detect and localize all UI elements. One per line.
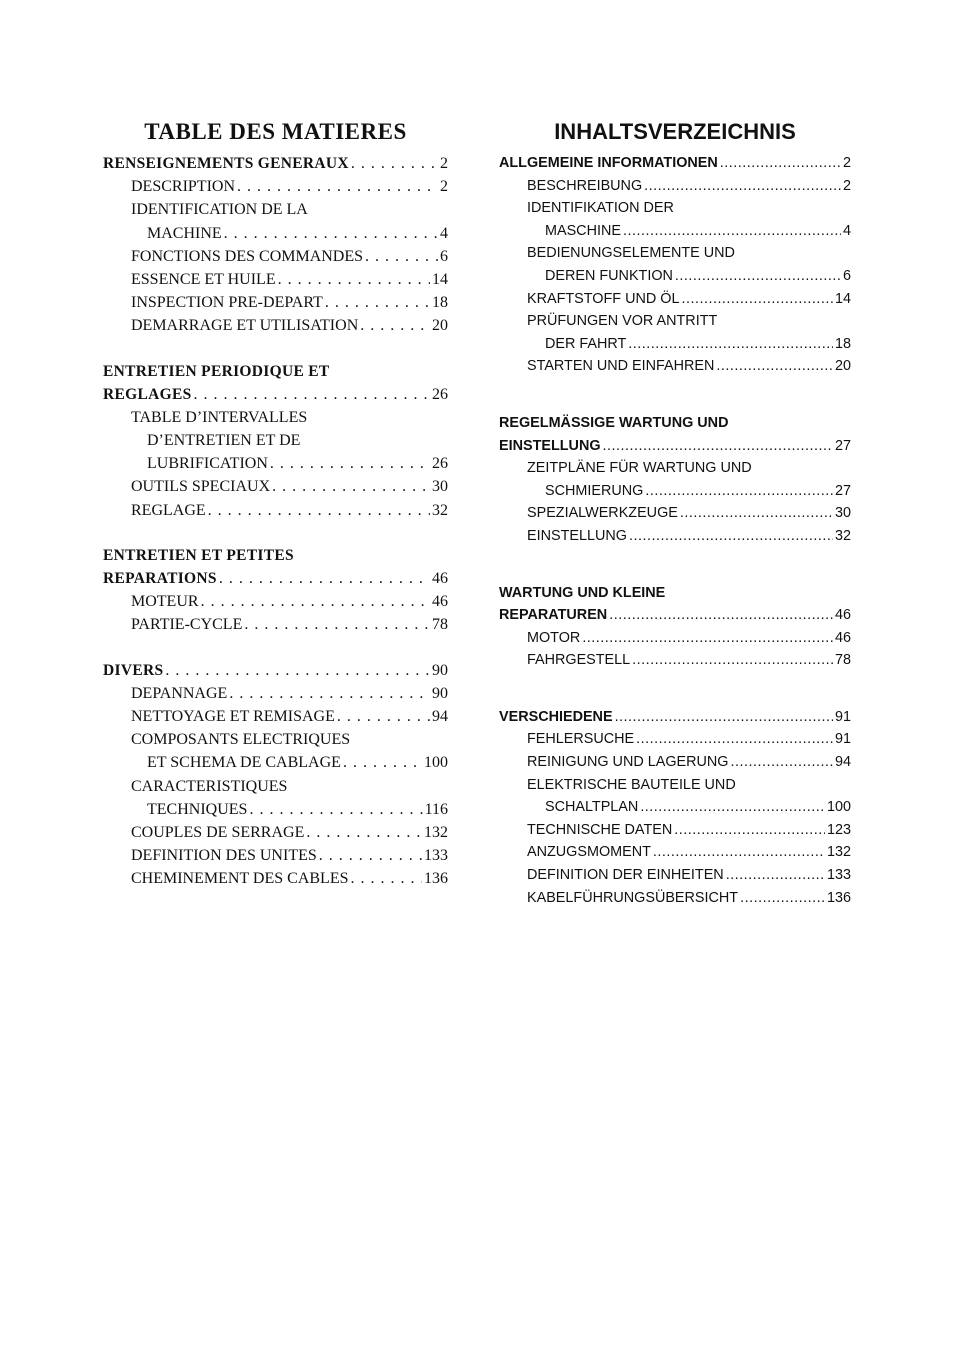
toc-entry[interactable] xyxy=(499,288,851,311)
toc-label: KABELFÜHRUNGSÜBERSICHT xyxy=(527,889,739,906)
toc-page-number: 46 xyxy=(432,570,448,587)
toc-section xyxy=(103,360,448,383)
toc-label: MOTOR xyxy=(527,629,581,646)
toc-page-number: 91 xyxy=(834,731,851,748)
toc-label: REGLAGE xyxy=(131,501,206,519)
toc-page-number: 136 xyxy=(826,889,851,906)
toc-section[interactable] xyxy=(499,435,851,458)
toc-entry[interactable] xyxy=(499,355,851,378)
toc-label: LUBRIFICATION xyxy=(147,455,268,473)
toc-entry[interactable] xyxy=(103,682,448,705)
toc-label: KRAFTSTOFF UND ÖL xyxy=(527,290,680,307)
toc-label: WARTUNG UND KLEINE xyxy=(499,584,666,601)
toc-label: CHEMINEMENT DES CABLES xyxy=(131,870,349,888)
toc-entry[interactable] xyxy=(103,590,448,613)
toc-list-german xyxy=(499,152,851,909)
toc-page-number: 18 xyxy=(432,294,448,312)
toc-label: ENTRETIEN ET PETITES xyxy=(103,546,294,564)
toc-section[interactable] xyxy=(499,152,851,175)
toc-page-number: 18 xyxy=(834,335,851,352)
toc-page-number: 133 xyxy=(826,867,851,884)
toc-label: IDENTIFICATION DE LA xyxy=(131,201,308,219)
toc-label: DER FAHRT xyxy=(545,335,627,352)
toc-page-number: 78 xyxy=(834,652,851,669)
toc-page-number: 94 xyxy=(432,707,448,725)
toc-page-number: 100 xyxy=(826,799,851,816)
toc-entry xyxy=(103,429,448,452)
toc-entry[interactable] xyxy=(499,220,851,243)
toc-section xyxy=(499,582,851,605)
toc-entry[interactable] xyxy=(103,867,448,890)
toc-entry[interactable] xyxy=(103,245,448,268)
toc-entry[interactable] xyxy=(499,480,851,503)
toc-label: FEHLERSUCHE xyxy=(527,731,635,748)
toc-label: ESSENCE ET HUILE xyxy=(131,270,276,288)
toc-label: ALLGEMEINE INFORMATIONEN xyxy=(499,155,718,171)
toc-entry xyxy=(499,197,851,220)
toc-section xyxy=(499,412,851,435)
toc-entry xyxy=(103,406,448,429)
toc-entry[interactable] xyxy=(499,864,851,887)
toc-section[interactable] xyxy=(103,659,448,682)
toc-section[interactable] xyxy=(499,706,851,729)
toc-label: REPARATIONS xyxy=(103,570,217,587)
toc-page-number: 46 xyxy=(432,593,448,611)
toc-label: DEPANNAGE xyxy=(131,684,228,702)
toc-entry xyxy=(103,198,448,221)
toc-label: REPARATUREN xyxy=(499,607,608,624)
toc-entry[interactable] xyxy=(103,499,448,522)
toc-label: MOTEUR xyxy=(131,593,199,611)
toc-page-number: 46 xyxy=(834,607,851,624)
toc-label: PRÜFUNGEN VOR ANTRITT xyxy=(527,313,718,330)
toc-page-number: 133 xyxy=(424,847,448,865)
toc-entry[interactable] xyxy=(103,452,448,475)
toc-list-french xyxy=(103,152,448,890)
toc-label: CARACTERISTIQUES xyxy=(131,777,288,795)
toc-page-number: 2 xyxy=(842,177,851,194)
toc-label: REGLAGES xyxy=(103,385,192,403)
toc-label: EINSTELLUNG xyxy=(527,527,627,544)
toc-page-number: 30 xyxy=(834,505,851,522)
toc-label: COMPOSANTS ELECTRIQUES xyxy=(131,731,351,749)
toc-page-number: 91 xyxy=(834,708,851,725)
toc-entry[interactable] xyxy=(499,333,851,356)
toc-entry[interactable] xyxy=(103,751,448,774)
toc-entry[interactable] xyxy=(103,314,448,337)
toc-label: REGELMÄSSIGE WARTUNG UND xyxy=(499,414,729,431)
toc-entry[interactable] xyxy=(499,502,851,525)
toc-page-number: 46 xyxy=(834,629,851,646)
toc-label: TECHNIQUES xyxy=(147,800,248,818)
toc-page-number: 2 xyxy=(440,178,448,196)
toc-page-number: 32 xyxy=(432,501,448,519)
toc-entry[interactable] xyxy=(103,291,448,314)
toc-entry xyxy=(103,728,448,751)
toc-label: DEREN FUNKTION xyxy=(545,267,673,284)
toc-entry xyxy=(499,310,851,333)
toc-page-number: 90 xyxy=(432,661,448,679)
toc-page-number: 132 xyxy=(424,823,448,841)
toc-label: VERSCHIEDENE xyxy=(499,708,613,725)
toc-page-number: 94 xyxy=(834,754,851,771)
toc-entry xyxy=(499,774,851,797)
toc-page-number: 116 xyxy=(424,800,448,818)
toc-page-number: 27 xyxy=(834,437,851,454)
toc-label: DEFINITION DER EINHEITEN xyxy=(527,867,724,884)
toc-entry[interactable] xyxy=(103,705,448,728)
toc-label: BESCHREIBUNG xyxy=(527,177,643,194)
toc-label: DEFINITION DES UNITES xyxy=(131,847,317,865)
toc-entry[interactable] xyxy=(103,222,448,245)
toc-page-number: 100 xyxy=(424,754,448,772)
toc-page-number: 132 xyxy=(826,844,851,861)
toc-label: MASCHINE xyxy=(545,222,621,239)
toc-label: D’ENTRETIEN ET DE xyxy=(147,432,301,450)
toc-page-number: 32 xyxy=(834,527,851,544)
toc-page-number: 30 xyxy=(432,478,448,496)
toc-label: IDENTIFIKATION DER xyxy=(527,200,674,217)
toc-page-number: 2 xyxy=(440,155,448,172)
toc-section[interactable] xyxy=(499,604,851,627)
toc-label: ANZUGSMOMENT xyxy=(527,844,651,861)
toc-label: ELEKTRISCHE BAUTEILE UND xyxy=(527,776,736,793)
toc-label: FONCTIONS DES COMMANDES xyxy=(131,247,364,265)
toc-label: NETTOYAGE ET REMISAGE xyxy=(131,707,335,725)
toc-label: SCHALTPLAN xyxy=(545,799,639,816)
toc-entry[interactable] xyxy=(499,728,851,751)
toc-entry[interactable] xyxy=(499,525,851,548)
toc-entry[interactable] xyxy=(103,175,448,198)
toc-label: TECHNISCHE DATEN xyxy=(527,821,673,838)
toc-page-number: 123 xyxy=(826,821,851,838)
toc-page-number: 90 xyxy=(432,684,448,702)
toc-label: ZEITPLÄNE FÜR WARTUNG UND xyxy=(527,460,752,477)
toc-entry[interactable] xyxy=(103,798,448,821)
toc-label: BEDIENUNGSELEMENTE UND xyxy=(527,245,735,262)
toc-page-number: 20 xyxy=(834,358,851,375)
toc-label: SCHMIERUNG xyxy=(545,482,644,499)
toc-title-french: TABLE DES MATIERES xyxy=(144,119,407,144)
toc-entry xyxy=(499,457,851,480)
toc-label: INSPECTION PRE-DEPART xyxy=(131,294,323,312)
toc-entry xyxy=(103,775,448,798)
toc-entry[interactable] xyxy=(499,887,851,910)
toc-page-number: 26 xyxy=(432,385,448,403)
toc-label: OUTILS SPECIAUX xyxy=(131,478,271,496)
toc-page-number: 6 xyxy=(440,247,448,265)
toc-label: PARTIE-CYCLE xyxy=(131,616,243,634)
toc-entry[interactable] xyxy=(499,649,851,672)
toc-label: RENSEIGNEMENTS GENERAUX xyxy=(103,155,349,172)
toc-entry[interactable] xyxy=(103,613,448,636)
toc-page-number: 4 xyxy=(440,224,448,242)
toc-label: DEMARRAGE ET UTILISATION xyxy=(131,317,359,335)
toc-page-number: 20 xyxy=(432,317,448,335)
toc-section[interactable] xyxy=(103,567,448,590)
toc-entry[interactable] xyxy=(499,175,851,198)
toc-entry[interactable] xyxy=(499,819,851,842)
toc-page-number: 14 xyxy=(432,270,448,288)
toc-page-number: 26 xyxy=(432,455,448,473)
toc-entry[interactable] xyxy=(499,751,851,774)
toc-label: COUPLES DE SERRAGE xyxy=(131,823,305,841)
toc-label: STARTEN UND EINFAHREN xyxy=(527,358,715,375)
toc-entry[interactable] xyxy=(103,268,448,291)
toc-label: ET SCHEMA DE CABLAGE xyxy=(147,754,341,772)
toc-entry[interactable] xyxy=(499,796,851,819)
toc-label: REINIGUNG UND LAGERUNG xyxy=(527,754,729,771)
toc-label: TABLE D’INTERVALLES xyxy=(131,408,308,426)
toc-entry[interactable] xyxy=(499,265,851,288)
toc-label: MACHINE xyxy=(147,224,222,242)
toc-page-number: 27 xyxy=(834,482,851,499)
toc-column-german xyxy=(499,112,851,909)
toc-page-number: 4 xyxy=(842,222,851,239)
toc-entry xyxy=(499,242,851,265)
toc-entry[interactable] xyxy=(103,844,448,867)
toc-section[interactable] xyxy=(103,383,448,406)
toc-page-number: 2 xyxy=(842,155,851,171)
toc-page-number: 136 xyxy=(424,870,448,888)
toc-label: SPEZIALWERKZEUGE xyxy=(527,505,678,522)
toc-entry[interactable] xyxy=(103,821,448,844)
toc-entry[interactable] xyxy=(499,841,851,864)
toc-title-german: INHALTSVERZEICHNIS xyxy=(554,119,796,144)
toc-label: DESCRIPTION xyxy=(131,178,236,196)
toc-section[interactable] xyxy=(103,152,448,175)
toc-section xyxy=(103,544,448,567)
toc-label: EINSTELLUNG xyxy=(499,437,601,454)
toc-label: ENTRETIEN PERIODIQUE ET xyxy=(103,362,330,380)
toc-label: FAHRGESTELL xyxy=(527,652,631,669)
toc-column-french xyxy=(103,112,448,890)
toc-page-number: 6 xyxy=(842,267,851,284)
toc-entry[interactable] xyxy=(499,627,851,650)
toc-entry[interactable] xyxy=(103,475,448,498)
toc-label: DIVERS xyxy=(103,661,164,679)
toc-page-number: 78 xyxy=(432,616,448,634)
toc-page-number: 14 xyxy=(834,290,851,307)
